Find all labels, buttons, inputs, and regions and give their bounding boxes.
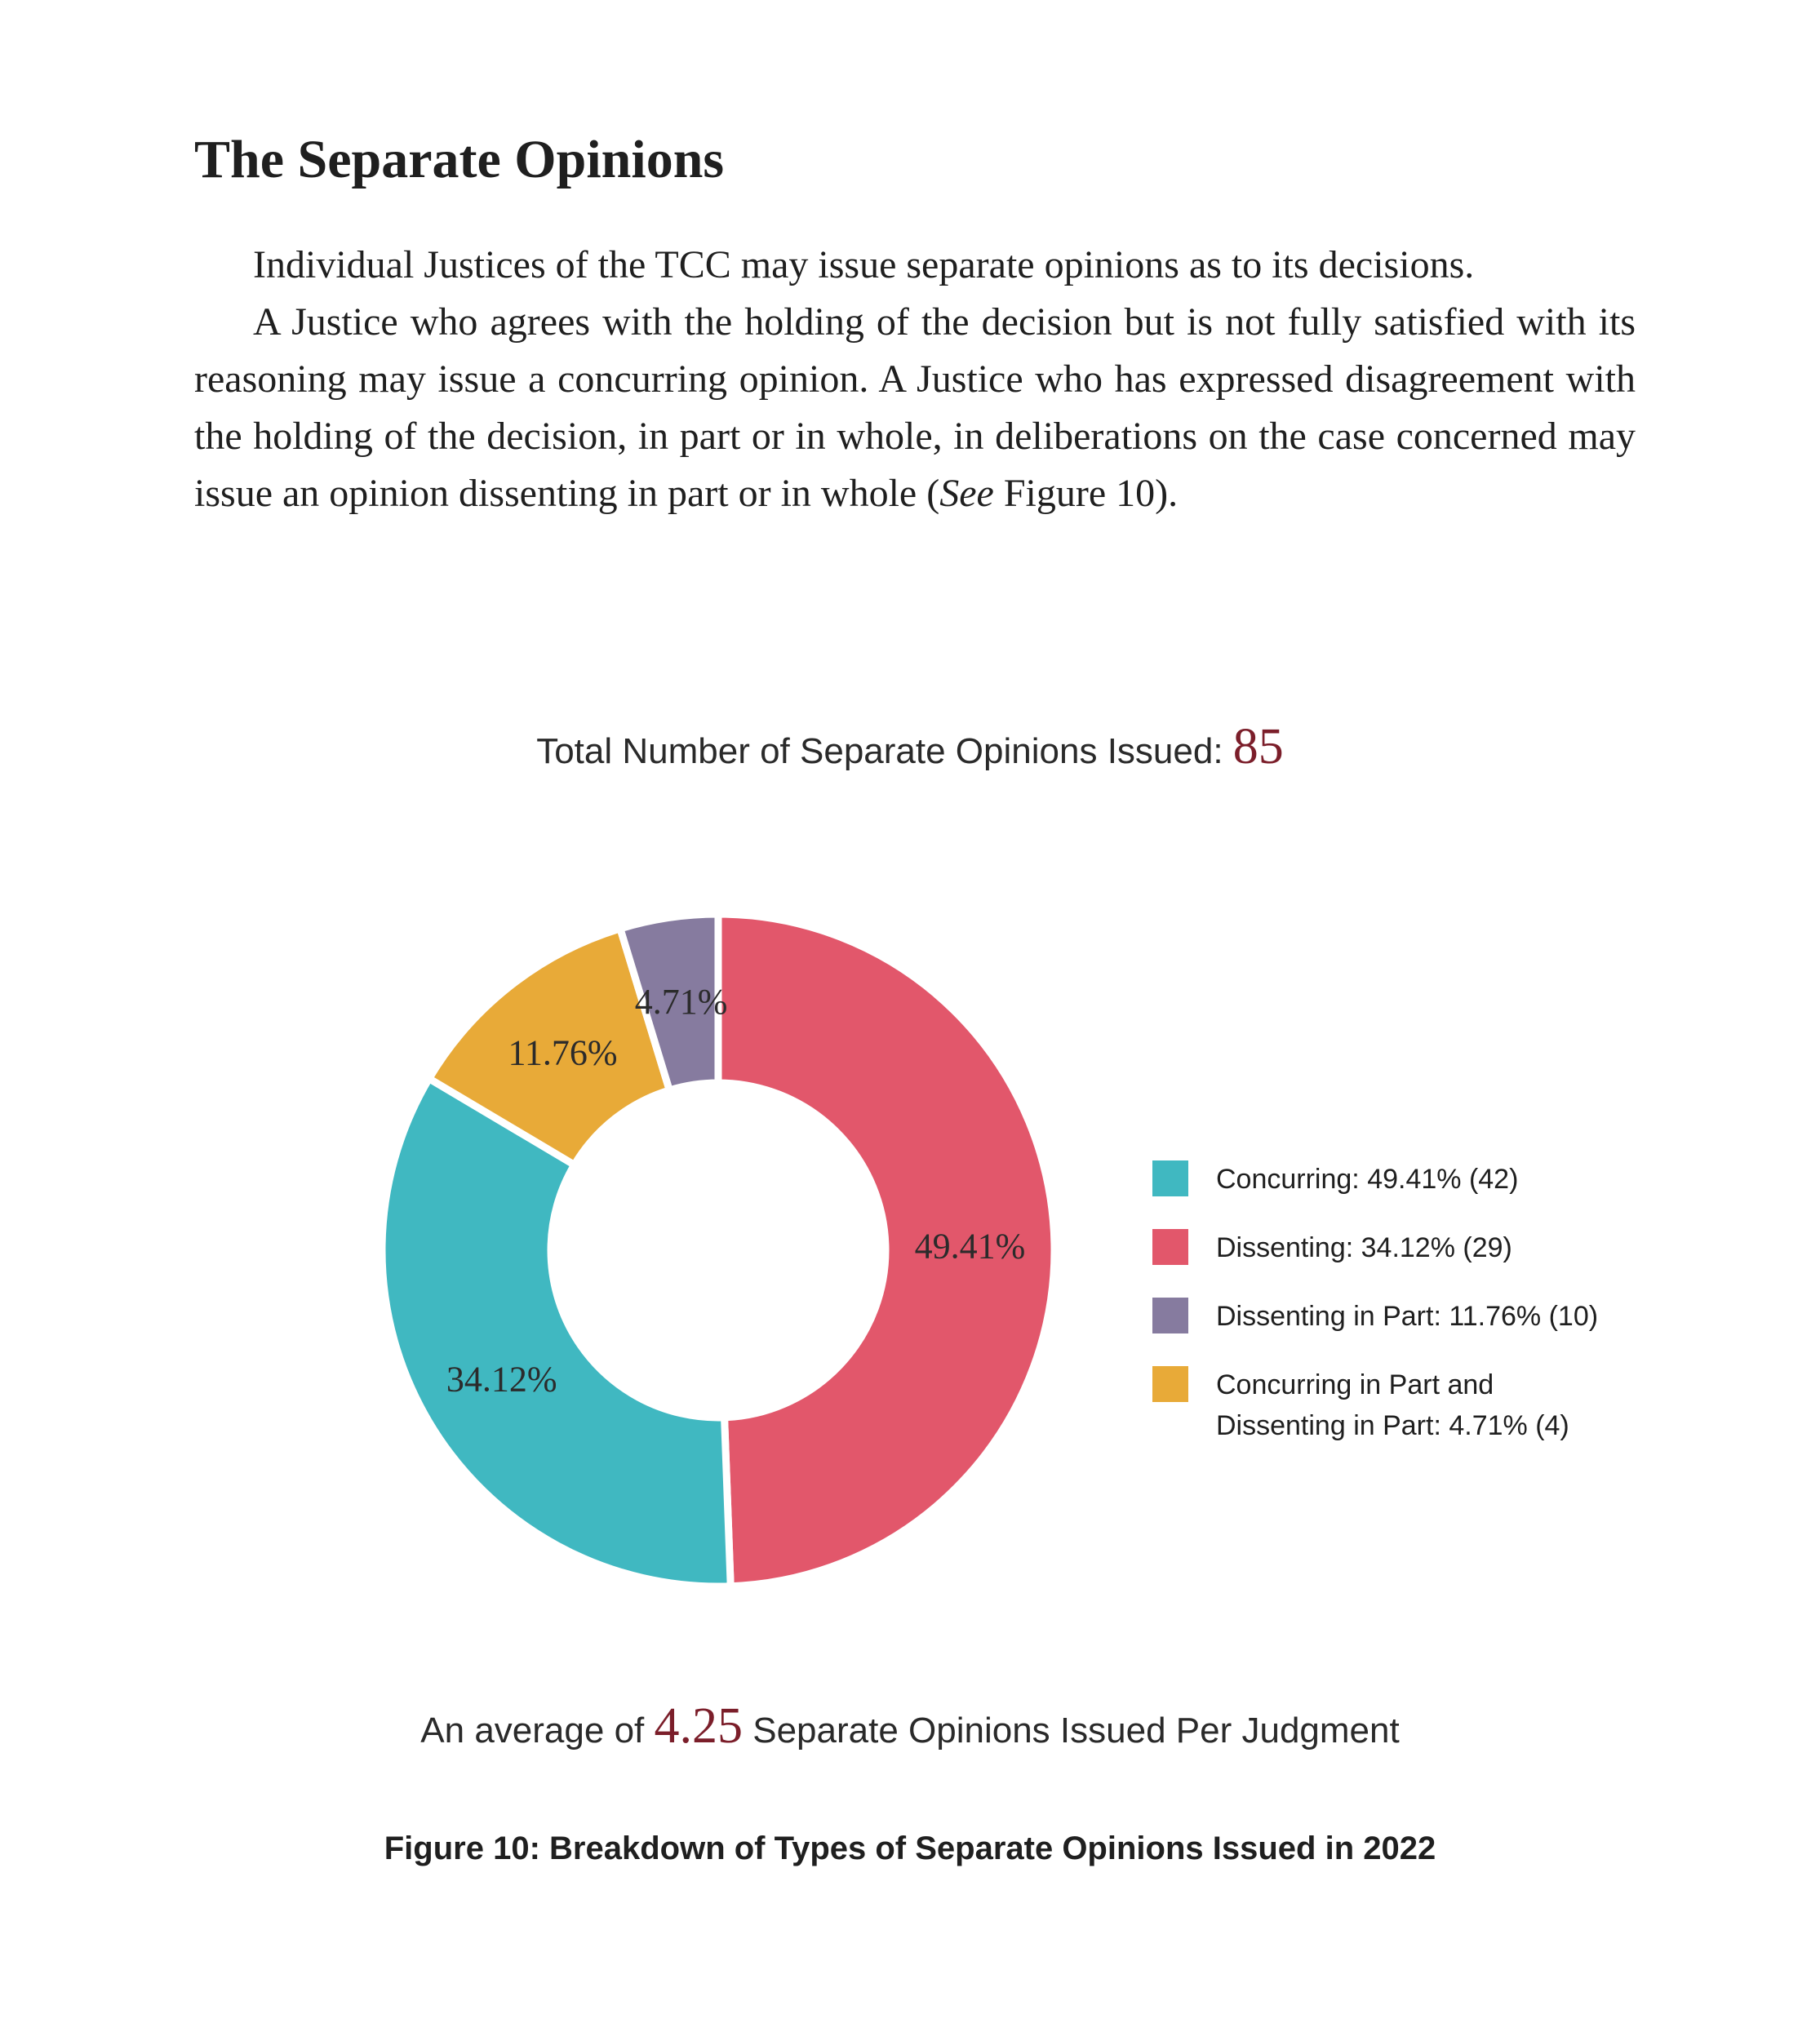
average-prefix: An average of bbox=[420, 1711, 655, 1751]
legend-label: Dissenting: 34.12% (29) bbox=[1216, 1232, 1512, 1263]
legend-item-concurring-in-part-and-dissenting-in-part bbox=[1152, 1298, 1598, 1333]
legend-label: Dissenting in Part: 11.76% (10) bbox=[1216, 1301, 1599, 1332]
average-opinions-line bbox=[0, 1697, 1820, 1755]
average-value: 4.25 bbox=[654, 1698, 743, 1754]
legend-item-dissenting bbox=[1152, 1160, 1518, 1196]
legend-swatch bbox=[1152, 1160, 1188, 1196]
section-heading: The Separate Opinions bbox=[194, 130, 725, 189]
legend-item-concurring bbox=[1152, 1229, 1512, 1265]
legend-label: Concurring in Part and bbox=[1216, 1369, 1494, 1400]
slice-label-dissenting-in-part: 11.76% bbox=[508, 1032, 618, 1073]
legend-swatch bbox=[1152, 1229, 1188, 1265]
total-label: Total Number of Separate Opinions Issued: bbox=[536, 731, 1233, 771]
slice-label-concurring: 49.41% bbox=[914, 1226, 1026, 1267]
legend-swatch bbox=[1152, 1366, 1188, 1402]
paragraph-2-end: Figure 10). bbox=[993, 472, 1179, 515]
legend-item-dissenting-in-part bbox=[1152, 1366, 1569, 1441]
slice-label-concurring-in-part-and-dissenting-in-part: 4.71% bbox=[634, 981, 728, 1022]
legend-swatch bbox=[1152, 1298, 1188, 1333]
see-reference: See bbox=[939, 472, 994, 515]
figure-caption: Figure 10: Breakdown of Types of Separate Opinions Issued in 2022 bbox=[384, 1830, 1436, 1866]
legend-label: Dissenting in Part: 4.71% (4) bbox=[1216, 1410, 1569, 1441]
legend-label: Concurring: 49.41% (42) bbox=[1216, 1164, 1519, 1195]
paragraph-2-start: A Justice who agrees with the holding of the decision but is not fully satisfied with its reasoning may issue a concurring opinion. A Justice who has expressed disagreement with the holding of the decision, in part or in whole, in deliberations on the case concerned may issue an opinion dissenting in part or in whole ( bbox=[194, 300, 1636, 515]
average-suffix: Separate Opinions Issued Per Judgment bbox=[743, 1711, 1400, 1751]
paragraph-1: Individual Justices of the TCC may issue separate opinions as to its decisions. bbox=[253, 243, 1475, 286]
total-value: 85 bbox=[1232, 719, 1284, 774]
slice-label-dissenting: 34.12% bbox=[446, 1359, 557, 1400]
chart-legend bbox=[1152, 1160, 1598, 1441]
